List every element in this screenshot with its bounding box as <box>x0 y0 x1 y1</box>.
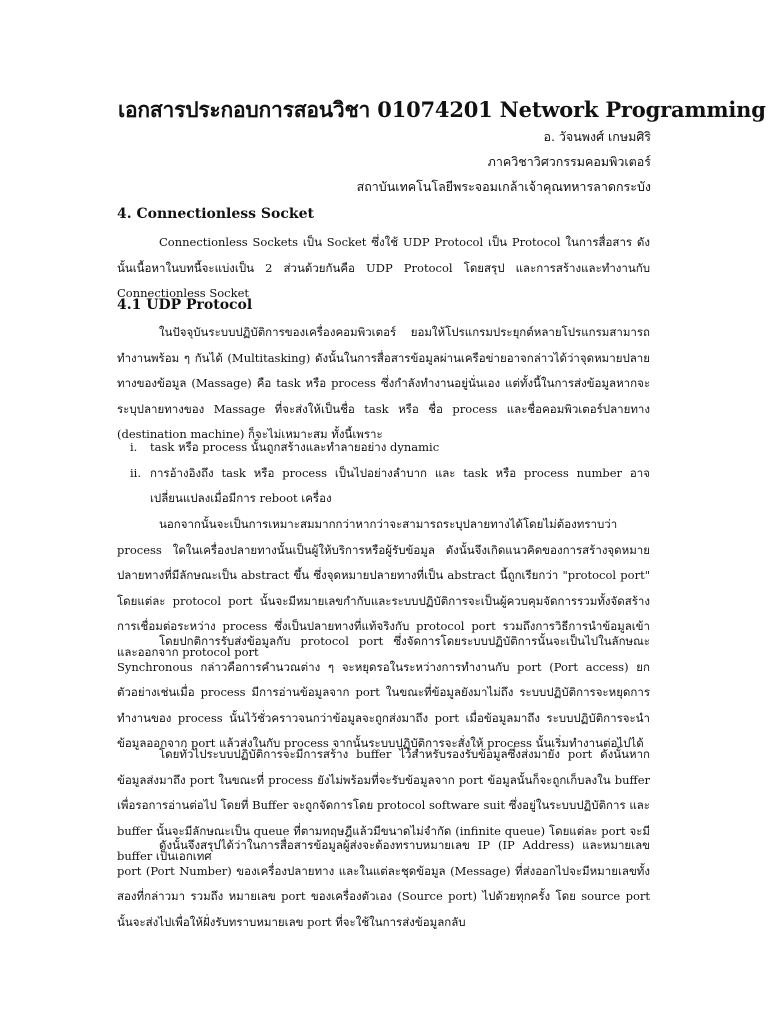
paragraph-2: นอกจากนั้นจะเป็นการเหมาะสมมากกว่าหากว่าจะสามารถระบุปลายทางได้โดยไม่ต้องทราบว่า process ใดในเครื่องปลายทางนั้นเป็นผู้ให้บริการหรือผู้รับข้อมูล ดังนั้นจึงเกิดแนวคิดของการสร้างจุดหมายปลายทางที่มีลักษณะเป็น abstract ขึ้น ซึ่งจุดหมายปลายทางที่เป็น abstract นี้ถูกเรียกว่า "protocol port" โดยแต่ละ protocol port นั้นจะมีหมายเลขกำกับและระบบปฏิบัติการจะเป็นผู้ควบคุมจัดการรวมทั้งจัดสร้างการเชื่อมต่อระหว่าง process ซึ่งเป็นปลายทางที่แท้จริงกับ protocol port รวมถึงการวิธีการนำข้อมูลเข้าและออกจาก protocol port <box>117 517 650 659</box>
author-department: ภาควิชาวิศวกรรมคอมพิวเตอร์ <box>487 154 651 169</box>
author-institute: สถาบันเทคโนโลยีพระจอมเกล้าเจ้าคุณทหารลาดกระบัง <box>356 179 651 194</box>
reason-list <box>117 435 650 512</box>
list-item <box>117 435 650 461</box>
list-item-text: task หรือ process นั้นถูกสร้างและทำลายอย่าง dynamic <box>150 440 440 454</box>
paragraph-5: ดังนั้นจึงสรุปได้ว่าในการสื่อสารข้อมูลผู้ส่งจะต้องทราบหมายเลข IP (IP Address) และหมายเลข port (Port Number) ของเครื่องปลายทาง และในแต่ละชุดข้อมูล (Message) ที่ส่งออกไปจะมีหมายเลขทั้งสองที่กล่าวมา รวมถึง หมายเลข port ของเครื่องตัวเอง (Source port) ไปด้วยทุกครั้ง โดย source port นั้นจะส่งไปเพื่อให้ฝั่งรับทราบหมายเลข port ที่จะใช้ในการส่งข้อมูลกลับ <box>117 838 650 929</box>
subsection-heading: 4.1 UDP Protocol <box>117 297 253 313</box>
document-title: เอกสารประกอบการสอนวิชา 01074201 Network Programming <box>118 97 766 122</box>
list-item <box>117 461 650 512</box>
paragraph-1: ในปัจจุบันระบบปฏิบัติการของเครื่องคอมพิวเตอร์ ยอมให้โปรแกรมประยุกต์หลายโปรแกรมสามารถทำงานพร้อม ๆ กันได้ (Multitasking) ดังนั้นในการสื่อสารข้อมูลผ่านเครือข่ายอาจกล่าวได้ว่าจุดหมายปลายทางของข้อมูล (Massage) คือ task หรือ process ซึ่งกำลังทำงานอยู่นั่นเอง แต่ทั้งนี้ในการส่งข้อมูลหากจะระบุปลายทางของ Massage ที่จะส่งให้เป็นชื่อ task หรือ ชื่อ process และชื่อคอมพิวเตอร์ปลายทาง (destination machine) ก็จะไม่เหมาะสม ทั้งนี้เพราะ <box>117 325 650 441</box>
section-heading: 4. Connectionless Socket <box>117 206 314 222</box>
author-name: อ. วัจนพงศ์ เกษมศิริ <box>543 129 651 144</box>
list-item-text: การอ้างอิงถึง task หรือ process เป็นไปอย่างลำบาก และ task หรือ process number อาจเปลี่ยนแปลงเมื่อมีการ reboot เครื่อง <box>150 465 650 505</box>
list-item-number: ii. <box>130 465 142 480</box>
section-intro-paragraph: Connectionless Sockets เป็น Socket ซึ่งใช้ UDP Protocol เป็น Protocol ในการสื่อสาร ดังนั้นเนื้อหาในบทนี้จะแบ่งเป็น 2 ส่วนด้วยกันคือ UDP Protocol โดยสรุป และการสร้างและทำงานกับ Connectionless Socket <box>117 235 650 300</box>
paragraph-4: โดยทั่วไประบบปฏิบัติการจะมีการสร้าง buffer ไว้สำหรับรองรับข้อมูลซึ่งส่งมายัง port ดังนั้นหากข้อมูลส่งมาถึง port ในขณะที่ process ยังไม่พร้อมที่จะรับข้อมูลจาก port ข้อมูลนั้นก็จะถูกเก็บลงใน buffer เพื่อรอการอ่านต่อไป โดยที่ Buffer จะถูกจัดการโดย protocol software suit ซึ่งอยู่ในระบบปฏิบัติการ และ buffer นั้นจะมีลักษณะเป็น queue ที่ตามทฤษฎีแล้วมีขนาดไม่จำกัด (infinite queue) โดยแต่ละ port จะมี buffer เป็นเอกเทศ <box>117 747 650 863</box>
list-item-number: i. <box>130 440 138 454</box>
paragraph-3: โดยปกติการรับส่งข้อมูลกับ protocol port ซึ่งจัดการโดยระบบปฏิบัติการนั้นจะเป็นไปในลักษณะ Synchronous กล่าวคือการคำนวณต่าง ๆ จะหยุดรอในระหว่างการทำงานกับ port (Port access) ยกตัวอย่างเช่นเมื่อ process มีการอ่านข้อมูลจาก port ในขณะที่ข้อมูลยังมาไม่ถึง ระบบปฏิบัติการจะหยุดการทำงานของ process นั้นไว้ชั่วคราวจนกว่าข้อมูลจะถูกส่งมาถึง port เมื่อข้อมูลมาถึง ระบบปฏิบัติการจะนำข้อมูลออกจาก port แล้วส่งในกับ process จากนั้นระบบปฏิบัติการจะสั่งให้ process นั้นเริ่มทำงานต่อไปได้ <box>117 634 650 750</box>
